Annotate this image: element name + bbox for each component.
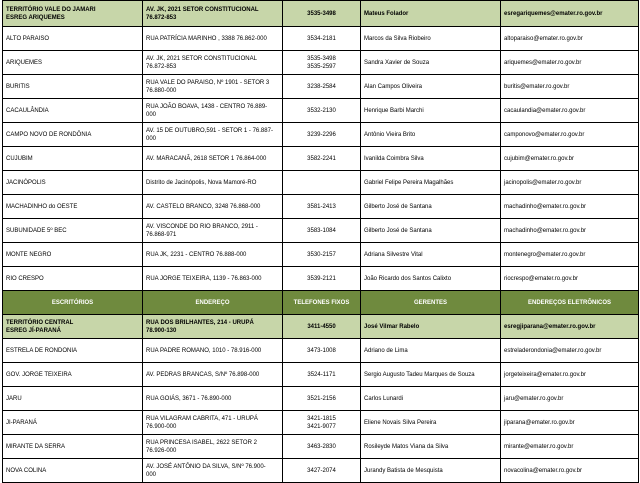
email-cell: [501, 75, 639, 99]
manager-name: João Ricardo dos Santos Calixto: [364, 275, 452, 282]
table-row: [3, 267, 639, 291]
office-name: CACAULÂNDIA: [6, 107, 49, 114]
phone-cell: [283, 363, 361, 387]
manager-cell: [361, 51, 501, 75]
phone-number: 3473-1008: [307, 347, 336, 354]
email-cell: [501, 147, 639, 171]
manager-cell: [361, 219, 501, 243]
manager-name: Marcos da Silva Riobeiro: [364, 35, 431, 42]
address-line: 76.900-000: [146, 423, 177, 430]
address-cell: [143, 1, 283, 27]
address-line: RUA VILAGRAM CABRITA, 471 - URUPÁ: [146, 415, 258, 422]
address-line: RUA PATRÍCIA MARINHO , 3388 76.862-000: [146, 35, 267, 42]
address-line: AV. JK, 2021 SETOR CONSTITUCIONAL: [146, 6, 259, 13]
email-address: jacinopolis@emater.ro.gov.br: [504, 179, 582, 186]
office-name: BURITIS: [6, 83, 30, 90]
email-address: esregjiparana@emater.ro.gov.br: [504, 323, 596, 330]
office-name: MONTE NEGRO: [6, 251, 52, 258]
address-cell: [143, 27, 283, 51]
phone-number: 3539-2121: [307, 275, 336, 282]
address-line: RUA VALE DO PARAISO, Nº 1901 - SETOR 3: [146, 79, 270, 86]
address-line: 76.880-000: [146, 87, 177, 94]
address-line: 76.872-853: [146, 14, 177, 21]
manager-cell: [361, 363, 501, 387]
column-header: ENDEREÇO: [195, 299, 230, 306]
office-name: MIRANTE DA SERRA: [6, 443, 66, 450]
email-address: jiparana@emater.ro.gov.br: [504, 419, 575, 426]
address-cell: [143, 315, 283, 339]
manager-name: Sandra Xavier de Souza: [364, 59, 430, 66]
email-cell: [501, 411, 639, 435]
office-cell: [3, 171, 143, 195]
address-line: 000: [146, 111, 157, 118]
email-cell: [501, 267, 639, 291]
phone-number: 3535-2597: [307, 63, 336, 70]
phone-number: 3530-2157: [307, 251, 336, 258]
email-cell: [501, 243, 639, 267]
address-line: RUA GOIÁS, 3671 - 76.890-000: [146, 395, 232, 402]
manager-cell: [361, 459, 501, 483]
email-address: cacaulandia@emater.ro.gov.br: [504, 107, 586, 114]
manager-name: Jurandy Batista de Mesquista: [364, 467, 443, 474]
header-cell: [501, 291, 639, 315]
email-address: cujubim@emater.ro.gov.br: [504, 155, 575, 162]
table-row: [3, 171, 639, 195]
manager-cell: [361, 267, 501, 291]
email-address: montenegro@emater.ro.gov.br: [504, 251, 586, 258]
office-cell: [3, 267, 143, 291]
phone-cell: [283, 411, 361, 435]
table-row: [3, 435, 639, 459]
phone-number: 3583-1084: [307, 227, 336, 234]
table-row: [3, 51, 639, 75]
address-line: 76.868-971: [146, 231, 177, 238]
address-cell: [143, 123, 283, 147]
office-cell: [3, 99, 143, 123]
email-cell: [501, 171, 639, 195]
header-cell: [361, 291, 501, 315]
office-name: GOV. JORGE TEIXEIRA: [6, 371, 72, 378]
address-line: RUA JK, 2231 - CENTRO 76.888-000: [146, 251, 247, 258]
address-line: AV. PEDRAS BRANCAS, S/Nº 76.898-000: [146, 371, 260, 378]
manager-cell: [361, 411, 501, 435]
table-row: [3, 27, 639, 51]
table-row: [3, 363, 639, 387]
office-name: RIO CRESPO: [6, 275, 44, 282]
phone-number: 3411-4550: [307, 323, 336, 330]
address-cell: [143, 435, 283, 459]
manager-name: Rosileyde Matos Viana da Silva: [364, 443, 449, 450]
phone-number: 3421-1815: [307, 415, 336, 422]
email-address: jaru@emater.ro.gov.br: [504, 395, 564, 402]
address-cell: [143, 171, 283, 195]
manager-name: Adriana Silvestre Vital: [364, 251, 423, 258]
address-line: AV. CASTELO BRANCO, 3248 76.868-000: [146, 203, 261, 210]
email-address: ariquemes@emater.ro.gov.br: [504, 59, 582, 66]
manager-cell: [361, 171, 501, 195]
table-row: [3, 243, 639, 267]
email-cell: [501, 219, 639, 243]
email-cell: [501, 387, 639, 411]
office-cell: [3, 387, 143, 411]
address-cell: [143, 387, 283, 411]
manager-cell: [361, 315, 501, 339]
office-cell: [3, 459, 143, 483]
office-name: JACINÓPOLIS: [6, 179, 46, 186]
office-name: ALTO PARAISO: [6, 35, 50, 42]
manager-name: Alan Campos Oliveira: [364, 83, 423, 90]
esreg-name: ESREG JÍ-PARANÁ: [6, 327, 61, 334]
office-name: ARIQUEMES: [6, 59, 43, 66]
manager-cell: [361, 75, 501, 99]
manager-cell: [361, 27, 501, 51]
email-cell: [501, 339, 639, 363]
phone-cell: [283, 123, 361, 147]
email-cell: [501, 315, 639, 339]
manager-name: Ivanilda Coimbra Silva: [364, 155, 424, 162]
email-cell: [501, 459, 639, 483]
email-address: machadinho@emater.ro.gov.br: [504, 227, 587, 234]
address-line: 76.872-853: [146, 63, 177, 70]
phone-cell: [283, 51, 361, 75]
table-row: [3, 99, 639, 123]
address-line: Distrito de Jacinópolis, Nova Mamoré-RO: [146, 179, 257, 186]
column-header: GERENTES: [413, 299, 447, 306]
address-cell: [143, 363, 283, 387]
email-cell: [501, 195, 639, 219]
manager-name: Gilberto José de Santana: [364, 227, 432, 234]
office-name: MACHADINHO do OESTE: [6, 203, 78, 210]
phone-cell: [283, 459, 361, 483]
email-address: altoparaiso@emater.ro.gov.br: [504, 35, 583, 42]
address-cell: [143, 99, 283, 123]
manager-cell: [361, 123, 501, 147]
territory-name: TERRITÓRIO CENTRAL: [6, 319, 74, 326]
manager-cell: [361, 243, 501, 267]
email-cell: [501, 435, 639, 459]
phone-number: 3581-2413: [307, 203, 336, 210]
table-row: [3, 147, 639, 171]
email-cell: [501, 27, 639, 51]
address-line: AV. VISCONDE DO RIO BRANCO, 2911 -: [146, 223, 258, 230]
office-name: SUBUNIDADE 5º BEC: [6, 227, 67, 234]
office-cell: [3, 75, 143, 99]
manager-name: José Vilmar Rabelo: [364, 323, 420, 330]
manager-cell: [361, 195, 501, 219]
manager-name: Gilberto José de Santana: [364, 203, 432, 210]
table-row: [3, 411, 639, 435]
address-cell: [143, 411, 283, 435]
office-cell: [3, 411, 143, 435]
phone-number: 3534-2181: [307, 35, 336, 42]
office-name: CUJUBIM: [6, 155, 33, 162]
phone-number: 3524-1171: [307, 371, 336, 378]
table-row: [3, 75, 639, 99]
address-cell: [143, 267, 283, 291]
phone-cell: [283, 315, 361, 339]
phone-number: 3535-3498: [307, 55, 336, 62]
address-line: 76.926-000: [146, 447, 177, 454]
table-row: [3, 387, 639, 411]
address-cell: [143, 51, 283, 75]
manager-cell: [361, 147, 501, 171]
email-cell: [501, 99, 639, 123]
phone-number: 3535-3498: [307, 10, 336, 17]
email-cell: [501, 123, 639, 147]
manager-cell: [361, 99, 501, 123]
address-line: RUA DOS BRILHANTES, 214 - URUPÁ: [146, 319, 254, 326]
address-line: RUA PADRE ROMANO, 1010 - 78.916-000: [146, 347, 262, 354]
esreg-name: ESREG ARIQUEMES: [6, 14, 65, 21]
phone-cell: [283, 1, 361, 27]
header-cell: [3, 291, 143, 315]
phone-cell: [283, 339, 361, 363]
manager-name: Mateus Folador: [364, 10, 409, 17]
address-line: 000: [146, 135, 157, 142]
phone-cell: [283, 219, 361, 243]
manager-name: Eliene Novais Silva Pereira: [364, 419, 437, 426]
phone-number: 3238-2584: [307, 83, 336, 90]
table-row: [3, 219, 639, 243]
address-line: AV. JK, 2021 SETOR CONSTITUCIONAL: [146, 55, 257, 62]
manager-name: Sergio Augusto Tadeu Marques de Souza: [364, 371, 475, 378]
phone-cell: [283, 27, 361, 51]
address-cell: [143, 459, 283, 483]
address-line: RUA JOÃO BOAVA, 1438 - CENTRO 76.889-: [146, 103, 268, 110]
phone-cell: [283, 171, 361, 195]
phone-number: 3532-2130: [307, 107, 336, 114]
phone-number: 3463-2830: [307, 443, 336, 450]
territory-name: TERRITÓRIO VALE DO JAMARI: [6, 6, 96, 13]
phone-cell: [283, 195, 361, 219]
manager-cell: [361, 435, 501, 459]
phone-cell: [283, 243, 361, 267]
office-cell: [3, 51, 143, 75]
office-cell: [3, 123, 143, 147]
territory-header-row: [3, 1, 639, 27]
address-line: 000: [146, 471, 157, 478]
column-header: TELEFONES FIXOS: [293, 299, 350, 306]
email-address: novacolina@emater.ro.gov.br: [504, 467, 583, 474]
email-address: jorgeteixeira@emater.ro.gov.br: [504, 371, 587, 378]
email-address: buritis@emater.ro.gov.br: [504, 83, 570, 90]
office-name: NOVA COLINA: [6, 467, 47, 474]
address-line: AV. MARACANÃ, 2618 SETOR 1 76.864-000: [146, 155, 267, 162]
email-address: mirante@emater.ro.gov.br: [504, 443, 574, 450]
column-header-row: [3, 291, 639, 315]
table-row: [3, 123, 639, 147]
phone-number: 3239-2296: [307, 131, 336, 138]
office-cell: [3, 27, 143, 51]
manager-name: Gabriel Felipe Pereira Magalhães: [364, 179, 454, 186]
office-name: CAMPO NOVO DE RONDÔNIA: [6, 131, 92, 138]
phone-number: 3427-2074: [307, 467, 336, 474]
office-cell: [3, 363, 143, 387]
office-cell: [3, 219, 143, 243]
table-row: [3, 339, 639, 363]
office-cell: [3, 339, 143, 363]
territory-header-row: [3, 315, 639, 339]
phone-number: 3582-2241: [307, 155, 336, 162]
table-row: [3, 459, 639, 483]
address-cell: [143, 75, 283, 99]
manager-name: Carlos Lunardi: [364, 395, 404, 402]
office-name: ESTRELA DE RONDONIA: [6, 347, 78, 354]
header-cell: [143, 291, 283, 315]
address-cell: [143, 195, 283, 219]
address-line: RUA PRINCESA ISABEL, 2622 SETOR 2: [146, 439, 257, 446]
manager-name: Henrique Barbi Marchi: [364, 107, 424, 114]
phone-cell: [283, 435, 361, 459]
phone-number: 3521-2156: [307, 395, 336, 402]
manager-name: Adriano de Lima: [364, 347, 408, 354]
address-line: 78.900-130: [146, 327, 177, 334]
email-address: esregariquemes@emater.ro.gov.br: [504, 10, 603, 17]
email-address: camponovo@emater.ro.gov.br: [504, 131, 585, 138]
phone-cell: [283, 387, 361, 411]
column-header: ESCRITÓRIOS: [51, 299, 94, 306]
office-cell: [3, 243, 143, 267]
territory-cell: [3, 1, 143, 27]
email-cell: [501, 51, 639, 75]
email-address: riocrespo@emater.ro.gov.br: [504, 275, 579, 282]
email-cell: [501, 1, 639, 27]
phone-number: 3421-9077: [307, 423, 336, 430]
email-cell: [501, 363, 639, 387]
office-cell: [3, 195, 143, 219]
phone-cell: [283, 267, 361, 291]
manager-cell: [361, 339, 501, 363]
email-address: machadinho@emater.ro.gov.br: [504, 203, 587, 210]
address-line: RUA JORGE TEIXEIRA, 1139 - 76.863-000: [146, 275, 262, 282]
manager-cell: [361, 1, 501, 27]
office-cell: [3, 435, 143, 459]
address-cell: [143, 147, 283, 171]
phone-cell: [283, 147, 361, 171]
office-name: JI-PARANÁ: [6, 419, 37, 426]
table-row: [3, 195, 639, 219]
phone-cell: [283, 75, 361, 99]
address-cell: [143, 219, 283, 243]
header-cell: [283, 291, 361, 315]
address-line: AV. JOSÉ ANTÔNIO DA SILVA, S/Nº 76.900-: [146, 463, 266, 470]
offices-table: [2, 0, 639, 483]
office-name: JARU: [6, 395, 22, 402]
address-cell: [143, 243, 283, 267]
office-cell: [3, 147, 143, 171]
manager-name: Antônio Vieira Brito: [364, 131, 416, 138]
email-address: estreladerondonia@emater.ro.gov.br: [504, 347, 602, 354]
address-cell: [143, 339, 283, 363]
phone-cell: [283, 99, 361, 123]
address-line: AV. 15 DE OUTUBRO,591 - SETOR 1 - 76.887-: [146, 127, 273, 134]
column-header: ENDEREÇOS ELETRÔNICOS: [527, 299, 611, 306]
territory-cell: [3, 315, 143, 339]
manager-cell: [361, 387, 501, 411]
